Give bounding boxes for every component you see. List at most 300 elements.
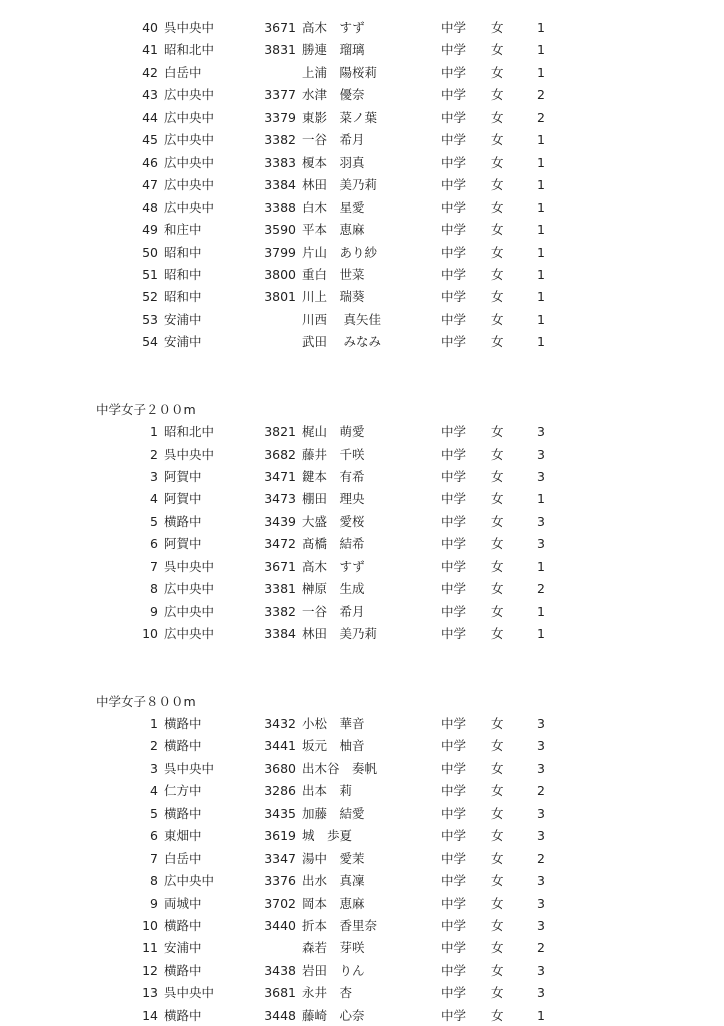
athlete-id: 3384: [264, 626, 296, 642]
athlete-id: 3448: [264, 1007, 296, 1023]
grade: 2: [537, 783, 545, 799]
category: 中学: [441, 469, 467, 484]
gender: 女: [491, 446, 504, 462]
athlete-name: 城 歩夏: [302, 828, 353, 844]
category: 中学: [441, 289, 467, 305]
athlete-name: 一谷 希月: [302, 132, 365, 148]
category: 中学: [441, 424, 467, 440]
category: 中学: [441, 20, 467, 35]
category: 中学: [441, 513, 467, 529]
entry-number: 48: [142, 199, 158, 215]
category: 中学: [441, 334, 467, 350]
grade: 3: [537, 895, 545, 911]
school-name: 広中央中: [164, 581, 215, 597]
school-name: 安浦中: [164, 940, 202, 956]
grade: 2: [537, 940, 545, 956]
gender: 女: [491, 760, 504, 776]
grade: 1: [537, 154, 545, 170]
grade: 1: [537, 222, 545, 238]
athlete-name: 榎本 羽真: [302, 154, 365, 170]
grade: 1: [537, 626, 545, 642]
gender: 女: [491, 424, 504, 440]
grade: 1: [537, 334, 545, 350]
entry-number: 50: [142, 244, 158, 260]
category: 中学: [441, 828, 467, 844]
grade: 1: [537, 311, 545, 327]
gender: 女: [491, 738, 504, 754]
entry-number: 49: [142, 222, 158, 238]
entry-number: 6: [150, 536, 158, 552]
entry-row: [0, 153, 724, 173]
athlete-id: 3438: [264, 962, 296, 978]
school-name: 呉中央中: [164, 558, 215, 574]
grade: 1: [537, 603, 545, 619]
athlete-name: 武田 みなみ: [302, 334, 381, 350]
category: 中学: [441, 873, 467, 889]
category: 中学: [441, 199, 467, 215]
grade: 3: [537, 469, 545, 484]
athlete-id: 3432: [264, 715, 296, 731]
athlete-name: 藤崎 心奈: [302, 1007, 365, 1023]
entry-number: 46: [142, 154, 158, 170]
entry-row: [0, 849, 724, 869]
school-name: 阿賀中: [164, 469, 202, 484]
category: 中学: [441, 154, 467, 170]
grade: 1: [537, 558, 545, 574]
grade: 3: [537, 446, 545, 462]
section-heading: 中学女子２００m: [96, 401, 196, 417]
athlete-name: 平本 恵麻: [302, 222, 365, 238]
athlete-name: 藤井 千咲: [302, 446, 365, 462]
athlete-id: 3682: [264, 446, 296, 462]
grade: 3: [537, 715, 545, 731]
grade: 2: [537, 109, 545, 125]
category: 中学: [441, 760, 467, 776]
entry-row: [0, 871, 724, 891]
athlete-name: 棚田 理央: [302, 491, 365, 507]
grade: 3: [537, 805, 545, 821]
entry-number: 43: [142, 87, 158, 103]
entry-number: 6: [150, 828, 158, 844]
entry-row: [0, 63, 724, 83]
gender: 女: [491, 64, 504, 80]
entry-number: 9: [150, 895, 158, 911]
school-name: 仁方中: [164, 783, 202, 799]
category: 中学: [441, 581, 467, 597]
entry-row: [0, 422, 724, 442]
grade: 1: [537, 289, 545, 305]
athlete-id: 3800: [264, 266, 296, 282]
school-name: 安浦中: [164, 334, 202, 350]
gender: 女: [491, 783, 504, 799]
gender: 女: [491, 536, 504, 552]
entry-row: [0, 759, 724, 779]
athlete-name: 梶山 萌愛: [302, 424, 365, 440]
gender: 女: [491, 469, 504, 484]
athlete-name: 高木 すず: [302, 20, 365, 35]
athlete-id: 3439: [264, 513, 296, 529]
school-name: 呉中央中: [164, 760, 215, 776]
gender: 女: [491, 581, 504, 597]
entry-number: 51: [142, 266, 158, 282]
gender: 女: [491, 177, 504, 193]
school-name: 呉中央中: [164, 446, 215, 462]
grade: 1: [537, 42, 545, 58]
gender: 女: [491, 311, 504, 327]
gender: 女: [491, 626, 504, 642]
entry-number: 44: [142, 109, 158, 125]
grade: 3: [537, 962, 545, 978]
category: 中学: [441, 491, 467, 507]
entry-row: [0, 894, 724, 914]
entry-number: 1: [150, 424, 158, 440]
category: 中学: [441, 962, 467, 978]
category: 中学: [441, 1007, 467, 1023]
gender: 女: [491, 513, 504, 529]
athlete-name: 坂元 柚音: [302, 738, 365, 754]
athlete-id: 3831: [264, 42, 296, 58]
entry-number: 2: [150, 738, 158, 754]
entry-number: 12: [142, 962, 158, 978]
category: 中学: [441, 109, 467, 125]
category: 中学: [441, 558, 467, 574]
entry-row: [0, 85, 724, 105]
school-name: 阿賀中: [164, 536, 202, 552]
school-name: 阿賀中: [164, 491, 202, 507]
entry-row: [0, 467, 724, 487]
entry-number: 14: [142, 1007, 158, 1023]
category: 中学: [441, 918, 467, 933]
school-name: 広中央中: [164, 626, 215, 642]
category: 中学: [441, 536, 467, 552]
athlete-id: 3379: [264, 109, 296, 125]
grade: 1: [537, 64, 545, 80]
entry-number: 11: [142, 940, 158, 956]
entry-row: [0, 781, 724, 801]
athlete-id: 3821: [264, 424, 296, 440]
entry-row: [0, 310, 724, 330]
grade: 1: [537, 132, 545, 148]
athlete-name: 上浦 陽桜莉: [302, 64, 378, 80]
athlete-id: 3382: [264, 603, 296, 619]
athlete-name: 出水 真凜: [302, 873, 365, 889]
entry-row: [0, 1006, 724, 1026]
athlete-id: 3471: [264, 469, 296, 484]
athlete-name: 榊原 生成: [302, 581, 365, 597]
school-name: 安浦中: [164, 311, 202, 327]
entry-number: 52: [142, 289, 158, 305]
entry-number: 7: [150, 558, 158, 574]
grade: 1: [537, 1007, 545, 1023]
gender: 女: [491, 873, 504, 889]
athlete-id: 3435: [264, 805, 296, 821]
entry-number: 7: [150, 850, 158, 866]
gender: 女: [491, 154, 504, 170]
athlete-id: 3440: [264, 918, 296, 933]
school-name: 広中央中: [164, 132, 215, 148]
gender: 女: [491, 289, 504, 305]
athlete-name: 東影 菜ノ葉: [302, 109, 378, 125]
athlete-name: 岩田 りん: [302, 962, 365, 978]
athlete-id: 3377: [264, 87, 296, 103]
athlete-name: 湯中 愛茉: [302, 850, 365, 866]
entry-number: 8: [150, 581, 158, 597]
category: 中学: [441, 985, 467, 1001]
grade: 3: [537, 828, 545, 844]
grade: 1: [537, 244, 545, 260]
entry-number: 5: [150, 513, 158, 529]
school-name: 昭和中: [164, 244, 202, 260]
category: 中学: [441, 895, 467, 911]
category: 中学: [441, 603, 467, 619]
category: 中学: [441, 87, 467, 103]
category: 中学: [441, 266, 467, 282]
entry-row: [0, 130, 724, 150]
grade: 3: [537, 873, 545, 889]
grade: 3: [537, 513, 545, 529]
category: 中学: [441, 805, 467, 821]
athlete-name: 出本 莉: [302, 783, 353, 799]
category: 中学: [441, 177, 467, 193]
category: 中学: [441, 850, 467, 866]
entry-row: [0, 512, 724, 532]
athlete-id: 3382: [264, 132, 296, 148]
grade: 3: [537, 760, 545, 776]
school-name: 広中央中: [164, 603, 215, 619]
school-name: 昭和北中: [164, 42, 215, 58]
athlete-name: 林田 美乃莉: [302, 626, 378, 642]
school-name: 横路中: [164, 715, 202, 731]
entry-number: 4: [150, 783, 158, 799]
grade: 3: [537, 918, 545, 933]
school-name: 両城中: [164, 895, 202, 911]
category: 中学: [441, 64, 467, 80]
entry-number: 41: [142, 42, 158, 58]
gender: 女: [491, 895, 504, 911]
grade: 1: [537, 177, 545, 193]
entry-number: 45: [142, 132, 158, 148]
gender: 女: [491, 940, 504, 956]
school-name: 横路中: [164, 918, 202, 933]
grade: 1: [537, 20, 545, 35]
entry-row: [0, 332, 724, 352]
school-name: 広中央中: [164, 109, 215, 125]
athlete-name: 森若 芽咲: [302, 940, 365, 956]
entry-number: 42: [142, 64, 158, 80]
grade: 2: [537, 850, 545, 866]
entry-row: [0, 220, 724, 240]
school-name: 横路中: [164, 738, 202, 754]
gender: 女: [491, 199, 504, 215]
entry-row: [0, 243, 724, 263]
school-name: 白岳中: [164, 64, 202, 80]
athlete-id: 3590: [264, 222, 296, 238]
athlete-id: 3384: [264, 177, 296, 193]
athlete-name: 大盛 愛桜: [302, 513, 365, 529]
athlete-id: 3347: [264, 850, 296, 866]
entry-row: [0, 714, 724, 734]
athlete-name: 髙橋 結希: [302, 536, 365, 552]
athlete-id: 3671: [264, 558, 296, 574]
gender: 女: [491, 715, 504, 731]
school-name: 横路中: [164, 805, 202, 821]
entry-row: [0, 534, 724, 554]
school-name: 広中央中: [164, 177, 215, 193]
athlete-name: 重白 世菜: [302, 266, 365, 282]
athlete-name: 林田 美乃莉: [302, 177, 378, 193]
gender: 女: [491, 985, 504, 1001]
grade: 3: [537, 536, 545, 552]
gender: 女: [491, 244, 504, 260]
school-name: 昭和中: [164, 289, 202, 305]
athlete-id: 3473: [264, 491, 296, 507]
gender: 女: [491, 222, 504, 238]
athlete-id: 3381: [264, 581, 296, 597]
category: 中学: [441, 311, 467, 327]
athlete-name: 鍵本 有希: [302, 469, 365, 484]
athlete-id: 3383: [264, 154, 296, 170]
category: 中学: [441, 738, 467, 754]
athlete-name: 永井 杏: [302, 985, 353, 1001]
athlete-name: 加藤 結愛: [302, 805, 365, 821]
gender: 女: [491, 1007, 504, 1023]
entry-number: 10: [142, 918, 158, 933]
entry-row: [0, 175, 724, 195]
school-name: 東畑中: [164, 828, 202, 844]
grade: 2: [537, 87, 545, 103]
entry-row: [0, 445, 724, 465]
entry-row: [0, 557, 724, 577]
athlete-id: 3376: [264, 873, 296, 889]
grade: 1: [537, 199, 545, 215]
entry-number: 2: [150, 446, 158, 462]
entry-number: 54: [142, 334, 158, 350]
grade: 1: [537, 491, 545, 507]
entry-row: [0, 18, 724, 38]
athlete-name: 一谷 希月: [302, 603, 365, 619]
athlete-id: 3801: [264, 289, 296, 305]
gender: 女: [491, 603, 504, 619]
gender: 女: [491, 962, 504, 978]
school-name: 和庄中: [164, 222, 202, 238]
grade: 3: [537, 738, 545, 754]
school-name: 昭和中: [164, 266, 202, 282]
entry-row: [0, 983, 724, 1003]
entry-row: [0, 108, 724, 128]
category: 中学: [441, 244, 467, 260]
entry-number: 5: [150, 805, 158, 821]
athlete-name: 岡本 恵麻: [302, 895, 365, 911]
gender: 女: [491, 918, 504, 933]
athlete-id: 3441: [264, 738, 296, 754]
athlete-id: 3702: [264, 895, 296, 911]
entry-row: [0, 916, 724, 936]
athlete-name: 小松 華音: [302, 715, 365, 731]
athlete-id: 3619: [264, 828, 296, 844]
athlete-name: 白木 星愛: [302, 199, 365, 215]
entry-row: [0, 961, 724, 981]
entry-number: 10: [142, 626, 158, 642]
grade: 2: [537, 581, 545, 597]
athlete-id: 3388: [264, 199, 296, 215]
entry-row: [0, 826, 724, 846]
entry-row: [0, 40, 724, 60]
athlete-name: 高木 すず: [302, 558, 365, 574]
entry-number: 8: [150, 873, 158, 889]
gender: 女: [491, 334, 504, 350]
category: 中学: [441, 132, 467, 148]
entry-row: [0, 938, 724, 958]
grade: 3: [537, 985, 545, 1001]
school-name: 広中央中: [164, 873, 215, 889]
athlete-id: 3799: [264, 244, 296, 260]
entry-number: 3: [150, 469, 158, 484]
school-name: 広中央中: [164, 154, 215, 170]
entry-row: [0, 624, 724, 644]
athlete-id: 3681: [264, 985, 296, 1001]
school-name: 昭和北中: [164, 424, 215, 440]
entry-row: [0, 736, 724, 756]
grade: 3: [537, 424, 545, 440]
school-name: 呉中央中: [164, 20, 215, 35]
entry-number: 9: [150, 603, 158, 619]
athlete-name: 出木谷 奏帆: [302, 760, 378, 776]
athlete-id: 3671: [264, 20, 296, 35]
school-name: 呉中央中: [164, 985, 215, 1001]
athlete-id: 3286: [264, 783, 296, 799]
school-name: 横路中: [164, 1007, 202, 1023]
category: 中学: [441, 446, 467, 462]
grade: 1: [537, 266, 545, 282]
school-name: 横路中: [164, 962, 202, 978]
gender: 女: [491, 850, 504, 866]
entry-row: [0, 489, 724, 509]
gender: 女: [491, 805, 504, 821]
entry-number: 3: [150, 760, 158, 776]
entry-number: 40: [142, 20, 158, 35]
athlete-name: 川上 瑞葵: [302, 289, 365, 305]
athlete-name: 川西 真矢佳: [302, 311, 381, 327]
school-name: 白岳中: [164, 850, 202, 866]
entry-row: [0, 602, 724, 622]
athlete-name: 勝連 瑠璃: [302, 42, 365, 58]
category: 中学: [441, 715, 467, 731]
entry-number: 1: [150, 715, 158, 731]
category: 中学: [441, 42, 467, 58]
entry-number: 4: [150, 491, 158, 507]
gender: 女: [491, 42, 504, 58]
athlete-name: 片山 あり紗: [302, 244, 378, 260]
gender: 女: [491, 558, 504, 574]
athlete-id: 3472: [264, 536, 296, 552]
entry-row: [0, 265, 724, 285]
entry-row: [0, 198, 724, 218]
gender: 女: [491, 20, 504, 35]
entry-row: [0, 287, 724, 307]
entry-number: 53: [142, 311, 158, 327]
section-heading: 中学女子８００m: [96, 693, 196, 709]
category: 中学: [441, 940, 467, 956]
gender: 女: [491, 266, 504, 282]
gender: 女: [491, 109, 504, 125]
category: 中学: [441, 626, 467, 642]
entry-number: 13: [142, 985, 158, 1001]
athlete-name: 水津 優奈: [302, 87, 365, 103]
entry-number: 47: [142, 177, 158, 193]
school-name: 横路中: [164, 513, 202, 529]
category: 中学: [441, 222, 467, 238]
athlete-id: 3680: [264, 760, 296, 776]
